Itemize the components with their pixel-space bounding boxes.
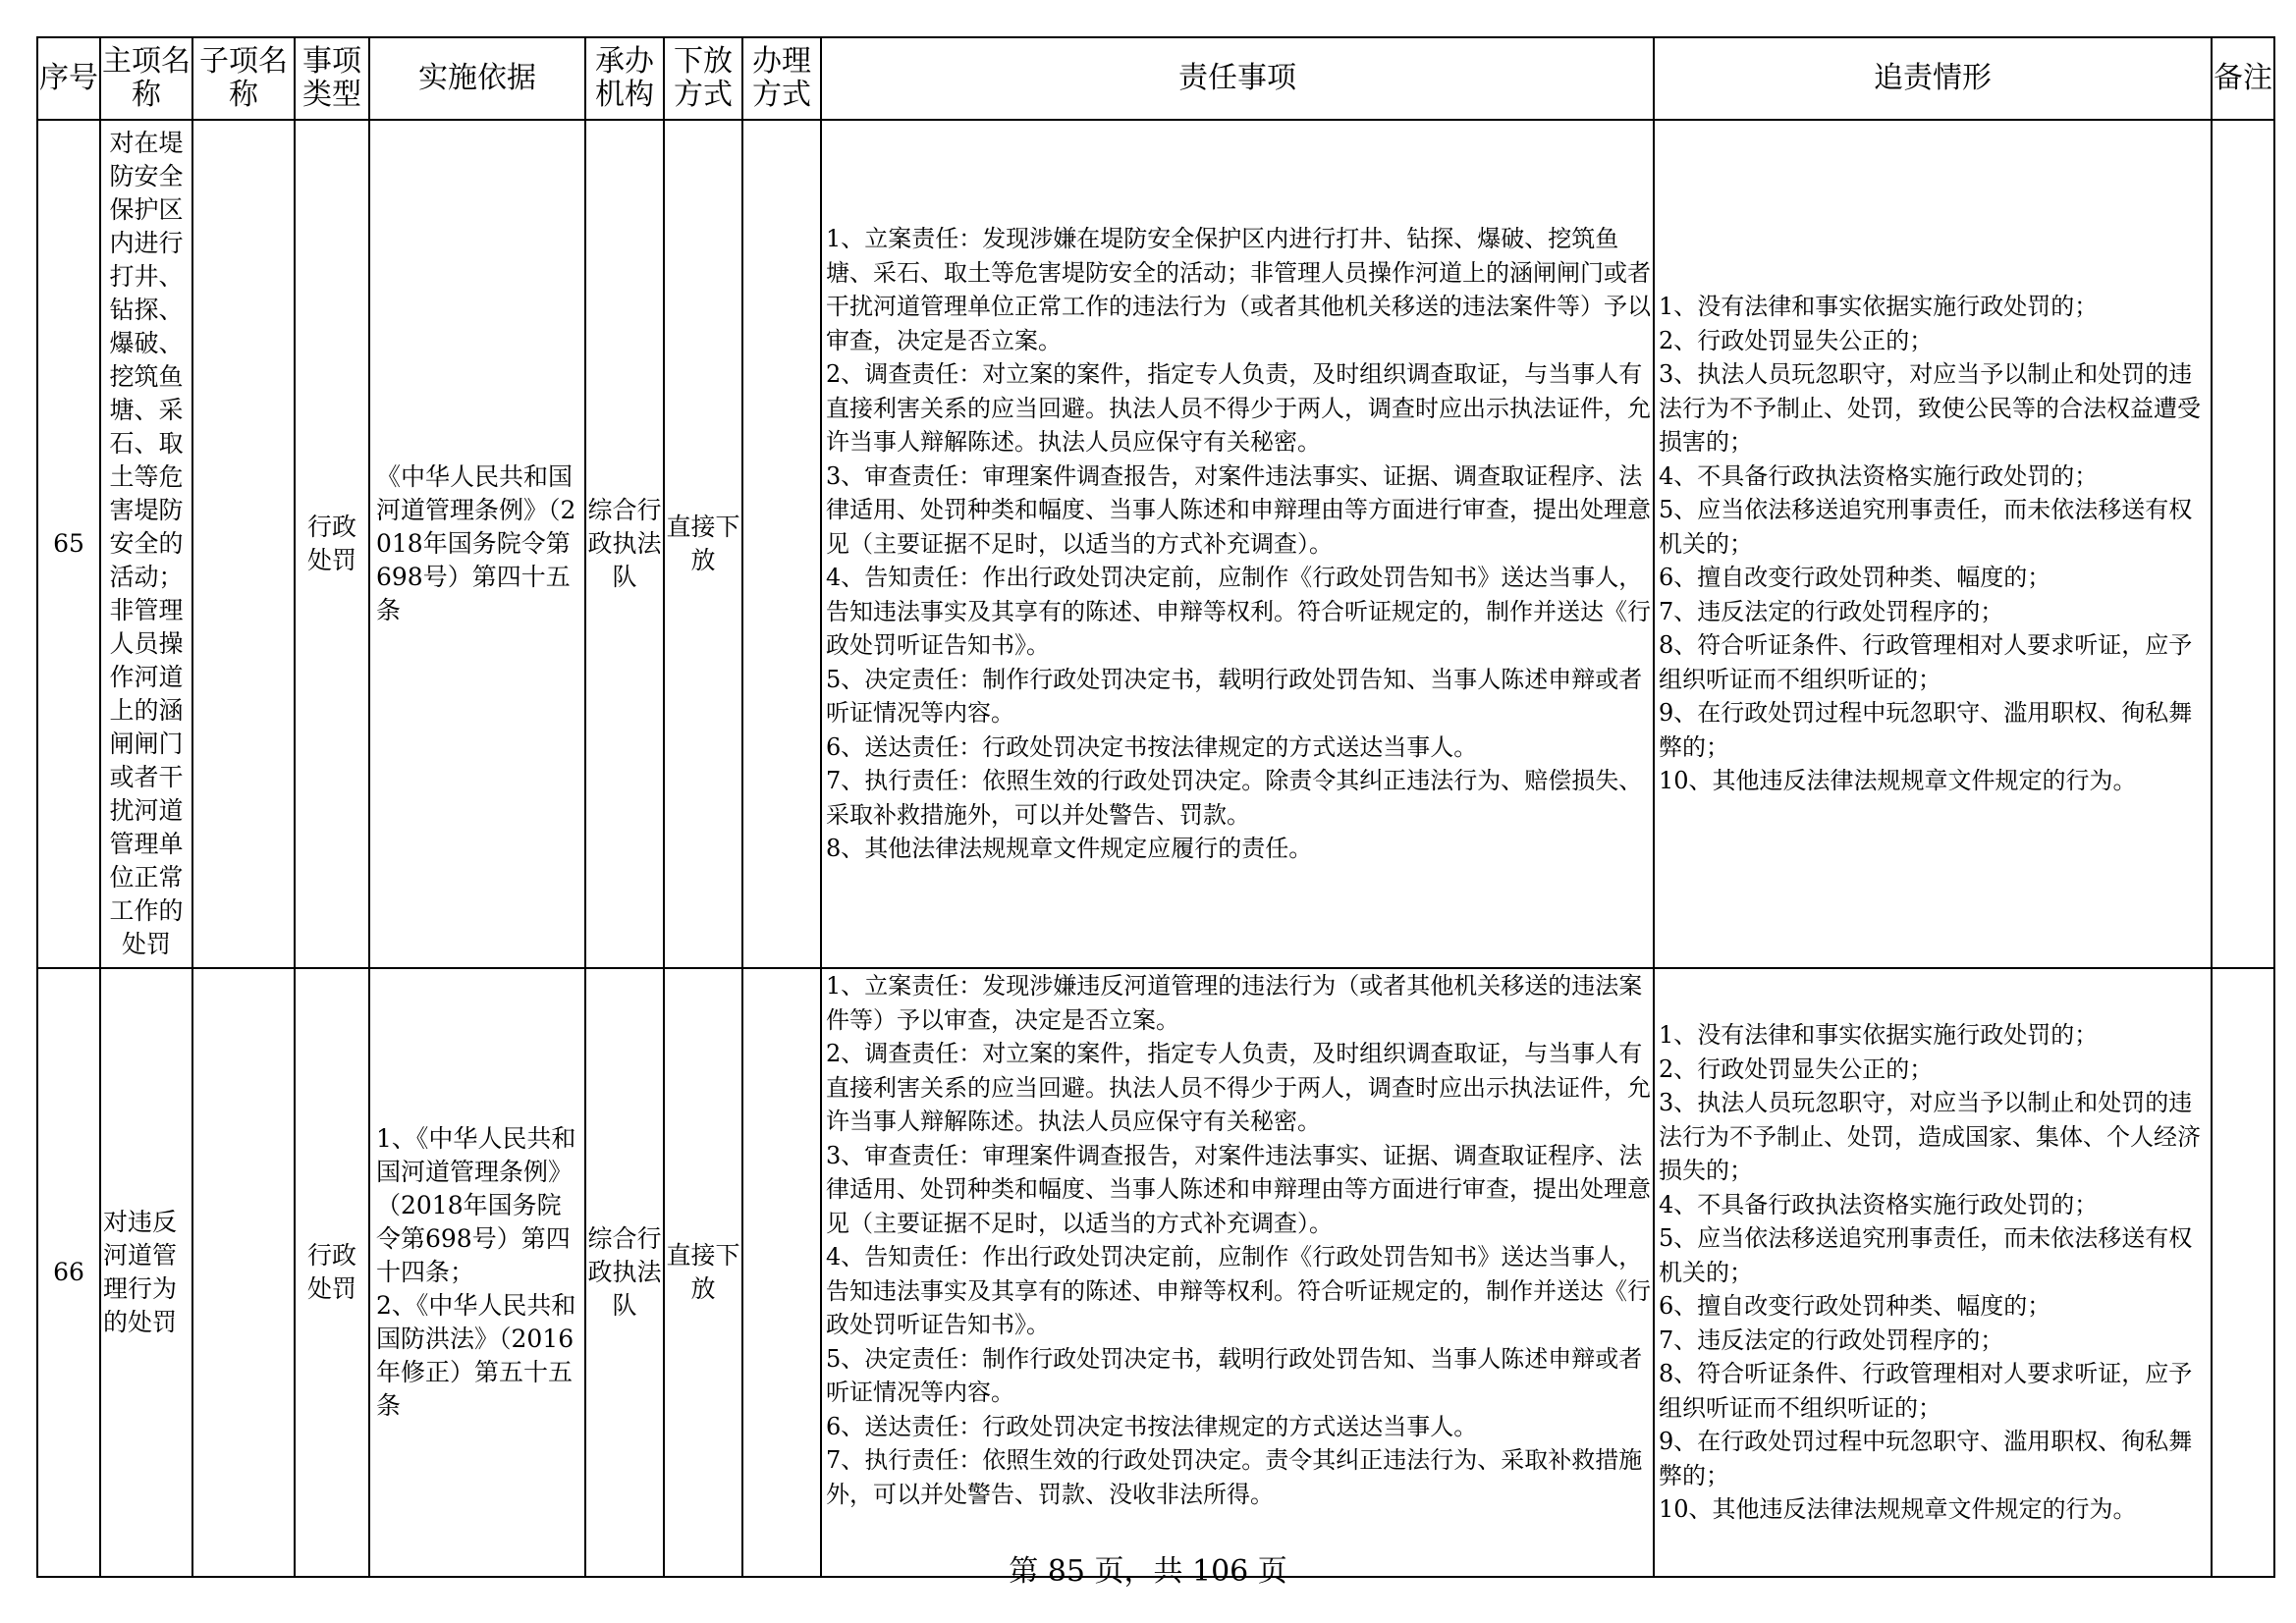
accountability-line: 6、擅自改变行政处罚种类、幅度的； <box>1659 1292 2051 1321</box>
responsibility-line: 2、调查责任：对立案的案件，指定专人负责，及时组织调查取证，与当事人有直接利害关系的应当回避。执法人员不得少于两人，调查时应出示执法证件，允许当事人辩解陈述。执法人员应保守有关秘密。 <box>826 1040 1651 1135</box>
responsibility-line: 2、调查责任：对立案的案件，指定专人负责，及时组织调查取证，与当事人有直接利害关系的应当回避。执法人员不得少于两人，调查时应出示执法证件，允许当事人辩解陈述。执法人员应保守有关秘密。 <box>826 360 1651 457</box>
accountability-line: 3、执法人员玩忽职守，对应当予以制止和处罚的违法行为不予制止、处罚，造成国家、集体、个人经济损失的； <box>1659 1089 2201 1185</box>
accountability-line: 4、不具备行政执法资格实施行政处罚的； <box>1659 461 2099 490</box>
header-remark: 备注 <box>2212 37 2274 120</box>
accountability-line: 8、符合听证条件、行政管理相对人要求听证，应予组织听证而不组织听证的； <box>1659 1360 2193 1422</box>
cell-agency: 综合行政执法队 <box>585 968 664 1577</box>
accountability-line: 5、应当依法移送追究刑事责任，而未依法移送有权机关的； <box>1659 1224 2193 1286</box>
page-footer: 第 85 页，共 106 页 <box>1009 1554 1287 1589</box>
header-row <box>37 37 2274 120</box>
header-seq: 序号 <box>37 37 100 120</box>
cell-remark <box>2212 120 2274 968</box>
basis-line: 1、《中华人民共和国河道管理条例》（2018年国务院令第698号）第四十四条； <box>376 1124 576 1286</box>
cell-delegation: 直接下放 <box>664 968 742 1577</box>
cell-agency: 综合行政执法队 <box>585 120 664 968</box>
table-row <box>37 968 2274 1577</box>
cell-accountability <box>1654 968 2212 1577</box>
header-basis: 实施依据 <box>369 37 585 120</box>
accountability-line: 1、没有法律和事实依据实施行政处罚的； <box>1659 1021 2099 1050</box>
responsibility-line: 7、执行责任：依照生效的行政处罚决定。除责令其纠正违法行为、赔偿损失、采取补救措施外，可以并处警告、罚款。 <box>826 767 1643 829</box>
responsibility-line: 7、执行责任：依照生效的行政处罚决定。责令其纠正违法行为、采取补救措施外，可以并处警告、罚款、没收非法所得。 <box>826 1446 1643 1508</box>
header-sub-item: 子项名称 <box>192 37 295 120</box>
cell-sub-item <box>192 968 295 1577</box>
cell-sub-item <box>192 120 295 968</box>
cell-handling <box>742 120 821 968</box>
cell-accountability <box>1654 120 2212 968</box>
responsibility-line: 3、审查责任：审理案件调查报告，对案件违法事实、证据、调查取证程序、法律适用、处罚种类和幅度、当事人陈述和申辩理由等方面进行审查，提出处理意见（主要证据不足时，以适当的方式补充调查）。 <box>826 1141 1651 1237</box>
responsibility-line: 8、其他法律法规规章文件规定应履行的责任。 <box>826 835 1313 863</box>
accountability-line: 8、符合听证条件、行政管理相对人要求听证，应予组织听证而不组织听证的； <box>1659 631 2193 693</box>
basis-line: 《中华人民共和国河道管理条例》（2018年国务院令第698号）第四十五条 <box>376 462 576 624</box>
header-main-item: 主项名称 <box>100 37 192 120</box>
cell-responsibility <box>821 120 1654 968</box>
accountability-line: 9、在行政处罚过程中玩忽职守、滥用职权、徇私舞弊的； <box>1659 699 2193 761</box>
responsibility-line: 5、决定责任：制作行政处罚决定书，载明行政处罚告知、当事人陈述申辩或者听证情况等内容。 <box>826 665 1643 728</box>
table-row <box>37 120 2274 968</box>
responsibility-line: 1、立案责任：发现涉嫌在堤防安全保护区内进行打井、钻探、爆破、挖筑鱼塘、采石、取土等危害堤防安全的活动；非管理人员操作河道上的涵闸闸门或者干扰河道管理单位正常工作的违法行为（或者其他机关移送的违法案件等）予以审查，决定是否立案。 <box>826 225 1651 354</box>
accountability-line: 7、违反法定的行政处罚程序的； <box>1659 1325 2004 1354</box>
responsibility-line: 6、送达责任：行政处罚决定书按法律规定的方式送达当事人。 <box>826 732 1478 761</box>
cell-seq: 65 <box>37 120 100 968</box>
cell-main-item: 对在堤防安全保护区内进行打井、钻探、爆破、挖筑鱼塘、采石、取土等危害堤防安全的活动；非管理人员操作河道上的涵闸闸门或者干扰河道管理单位正常工作的处罚 <box>100 120 192 968</box>
cell-seq: 66 <box>37 968 100 1577</box>
accountability-line: 4、不具备行政执法资格实施行政处罚的； <box>1659 1190 2099 1218</box>
header-handling: 办理方式 <box>742 37 821 120</box>
cell-item-type: 行政处罚 <box>295 968 369 1577</box>
responsibility-line: 1、立案责任：发现涉嫌违反河道管理的违法行为（或者其他机关移送的违法案件等）予以审查，决定是否立案。 <box>826 972 1643 1034</box>
accountability-line: 2、行政处罚显失公正的； <box>1659 1055 1934 1083</box>
cell-basis <box>369 968 585 1577</box>
responsibility-line: 6、送达责任：行政处罚决定书按法律规定的方式送达当事人。 <box>826 1412 1478 1440</box>
accountability-line: 10、其他违反法律法规规章文件规定的行为。 <box>1659 767 2137 795</box>
header-accountability: 追责情形 <box>1654 37 2212 120</box>
accountability-line: 5、应当依法移送追究刑事责任，而未依法移送有权机关的； <box>1659 496 2193 558</box>
accountability-line: 3、执法人员玩忽职守，对应当予以制止和处罚的违法行为不予制止、处罚，致使公民等的合法权益遭受损害的； <box>1659 360 2201 457</box>
responsibility-line: 4、告知责任：作出行政处罚决定前，应制作《行政处罚告知书》送达当事人，告知违法事实及其享有的陈述、申辩等权利。符合听证规定的，制作并送达《行政处罚听证告知书》。 <box>826 564 1651 660</box>
cell-main-item: 对违反河道管理行为的处罚 <box>100 968 192 1577</box>
cell-delegation: 直接下放 <box>664 120 742 968</box>
accountability-line: 7、违反法定的行政处罚程序的； <box>1659 597 2004 625</box>
responsibility-line: 5、决定责任：制作行政处罚决定书，载明行政处罚告知、当事人陈述申辩或者听证情况等内容。 <box>826 1344 1643 1406</box>
accountability-line: 1、没有法律和事实依据实施行政处罚的； <box>1659 293 2099 321</box>
accountability-line: 10、其他违反法律法规规章文件规定的行为。 <box>1659 1495 2137 1524</box>
responsibility-line: 3、审查责任：审理案件调查报告，对案件违法事实、证据、调查取证程序、法律适用、处罚种类和幅度、当事人陈述和申辩理由等方面进行审查，提出处理意见（主要证据不足时，以适当的方式补充调查）。 <box>826 461 1651 558</box>
responsibility-table <box>36 36 2275 1578</box>
accountability-line: 6、擅自改变行政处罚种类、幅度的； <box>1659 564 2051 592</box>
header-agency: 承办机构 <box>585 37 664 120</box>
accountability-line: 9、在行政处罚过程中玩忽职守、滥用职权、徇私舞弊的； <box>1659 1428 2193 1489</box>
cell-item-type: 行政处罚 <box>295 120 369 968</box>
cell-handling <box>742 968 821 1577</box>
responsibility-line: 4、告知责任：作出行政处罚决定前，应制作《行政处罚告知书》送达当事人，告知违法事实及其享有的陈述、申辩等权利。符合听证规定的，制作并送达《行政处罚听证告知书》。 <box>826 1243 1651 1338</box>
basis-line: 2、《中华人民共和国防洪法》（2016年修正）第五十五条 <box>376 1291 576 1420</box>
header-responsibility: 责任事项 <box>821 37 1654 120</box>
cell-responsibility <box>821 968 1654 1577</box>
cell-remark <box>2212 968 2274 1577</box>
header-delegation: 下放方式 <box>664 37 742 120</box>
cell-basis <box>369 120 585 968</box>
header-item-type: 事项类型 <box>295 37 369 120</box>
accountability-line: 2、行政处罚显失公正的； <box>1659 326 1934 354</box>
